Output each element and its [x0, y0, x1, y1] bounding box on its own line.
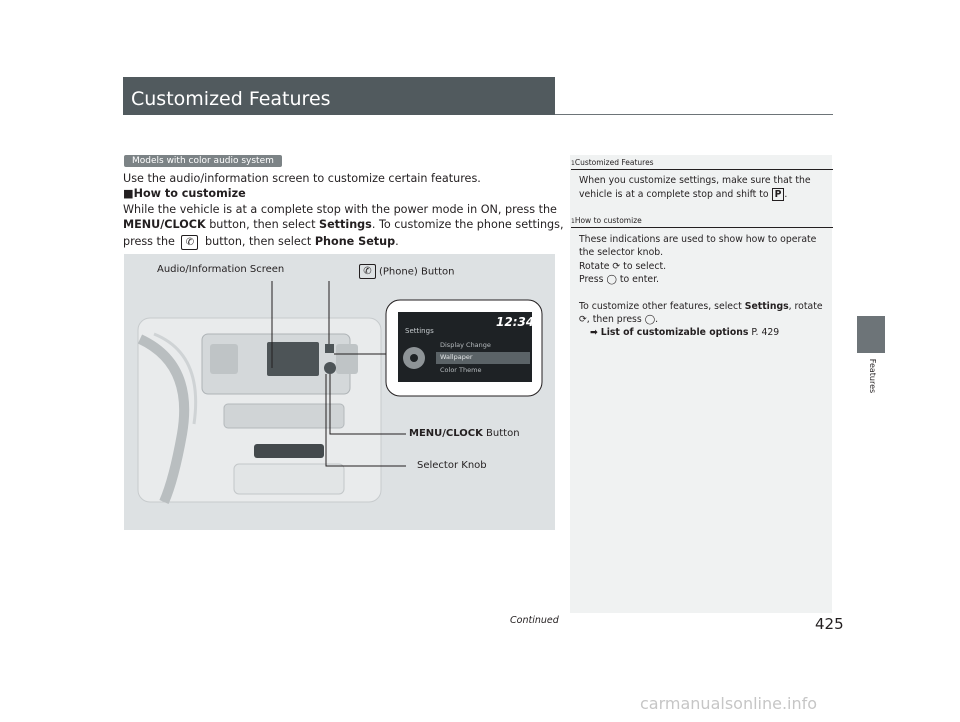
dashboard-drawing: [124, 254, 555, 530]
rotate-text-end: to select.: [623, 261, 667, 272]
settings-term: Settings: [319, 218, 372, 231]
section-tab-label: Features: [868, 358, 877, 394]
audio-screen: [267, 342, 319, 376]
instruction-line-1: While the vehicle is at a complete stop with the power mode in ON, press the: [123, 203, 557, 216]
phone-button: [325, 344, 334, 353]
line3-text-c: .: [395, 235, 399, 248]
inset-menu-item-3: Color Theme: [440, 366, 482, 374]
instruction-line-2: [123, 216, 564, 233]
gear-icon-hub: [410, 354, 418, 362]
press-text-end: to enter.: [619, 274, 660, 285]
crossref-page: P. 429: [751, 327, 780, 338]
menu-clock-term: MENU/CLOCK: [123, 218, 206, 231]
note1-line1: When you customize settings, make sure that the: [579, 175, 811, 186]
note2-line5-end: , rotate: [788, 301, 823, 312]
instruction-line-3: [123, 233, 399, 250]
rotate-knob-icon: ⟳: [579, 314, 587, 325]
note2-heading: 1How to customize: [571, 216, 642, 225]
note2-line6-text: , then press: [586, 314, 642, 325]
note2-line1: These indications are used to show how to operate: [579, 234, 817, 245]
rotate-text: Rotate: [579, 261, 610, 272]
note1-line2: vehicle is at a complete stop and shift to P .: [579, 189, 788, 200]
rotate-knob-icon: ⟳: [612, 261, 621, 272]
phone-icon: ✆: [181, 235, 198, 250]
crossref-link-text: List of customizable options: [600, 327, 749, 338]
selector-knob: [324, 362, 336, 374]
inset-menu-item-1: Display Change: [440, 341, 491, 349]
line3-text-a: press the: [123, 235, 179, 248]
settings-term: Settings: [744, 301, 789, 312]
storage-slot: [254, 444, 324, 458]
inset-clock: 12:34: [496, 315, 535, 329]
note2-line5-text: To customize other features, select: [579, 301, 745, 312]
continued-label: Continued: [510, 615, 559, 626]
note2-line6: ⟳, then press ◯.: [579, 314, 659, 325]
right-vent: [336, 344, 358, 374]
heading-marker: ■: [123, 187, 134, 200]
page-number: 425: [815, 615, 844, 633]
crossref-link[interactable]: [590, 326, 779, 340]
phone-icon: ✆: [359, 264, 376, 279]
callout-menu-text: Button: [482, 428, 520, 439]
note2-rule: [571, 227, 833, 228]
line3-text-b: button, then select: [201, 235, 315, 248]
line2-text-b: . To customize the phone settings,: [371, 218, 564, 231]
gear-p-symbol: P: [772, 188, 785, 201]
line2-text-a: button, then select: [205, 218, 320, 231]
callout-phone-text: (Phone) Button: [379, 266, 455, 278]
note2-heading-text: How to customize: [574, 216, 642, 225]
note2-line3: [579, 260, 666, 274]
callout-audio-screen: Audio/Information Screen: [157, 264, 285, 275]
note1-line2-text: vehicle is at a complete stop and shift to: [579, 189, 769, 200]
callout-selector-knob: Selector Knob: [417, 460, 487, 471]
note2-line5: [579, 300, 823, 314]
press-knob-icon: ◯: [644, 314, 656, 325]
callout-phone-button: [356, 264, 454, 279]
heading-text: How to customize: [133, 187, 246, 200]
note1-heading: 1Customized Features: [571, 158, 654, 167]
press-text: Press: [579, 274, 604, 285]
callout-menu-clock: [409, 428, 520, 439]
crossref-arrow-icon: ➡: [590, 327, 598, 338]
inset-menu-item-2: Wallpaper: [440, 353, 473, 361]
note1-heading-text: Customized Features: [574, 158, 654, 167]
inset-settings-title: Settings: [405, 327, 434, 335]
section-heading: [123, 185, 246, 202]
dashboard-illustration: [124, 254, 555, 530]
callout-menu-bold: MENU/CLOCK: [409, 428, 483, 439]
note2-line2: the selector knob.: [579, 247, 664, 258]
phone-setup-term: Phone Setup: [314, 235, 396, 248]
note2-line4: [579, 273, 659, 287]
left-vent: [210, 344, 238, 374]
intro-text: Use the audio/information screen to customize certain features.: [123, 172, 481, 185]
watermark: carmanualsonline.info: [640, 694, 818, 713]
note1-rule: [571, 169, 833, 170]
model-badge: Models with color audio system: [124, 155, 282, 167]
page-title: Customized Features: [131, 88, 331, 110]
title-rule: [555, 114, 833, 115]
press-knob-icon: ◯: [606, 274, 617, 285]
console: [234, 464, 344, 494]
